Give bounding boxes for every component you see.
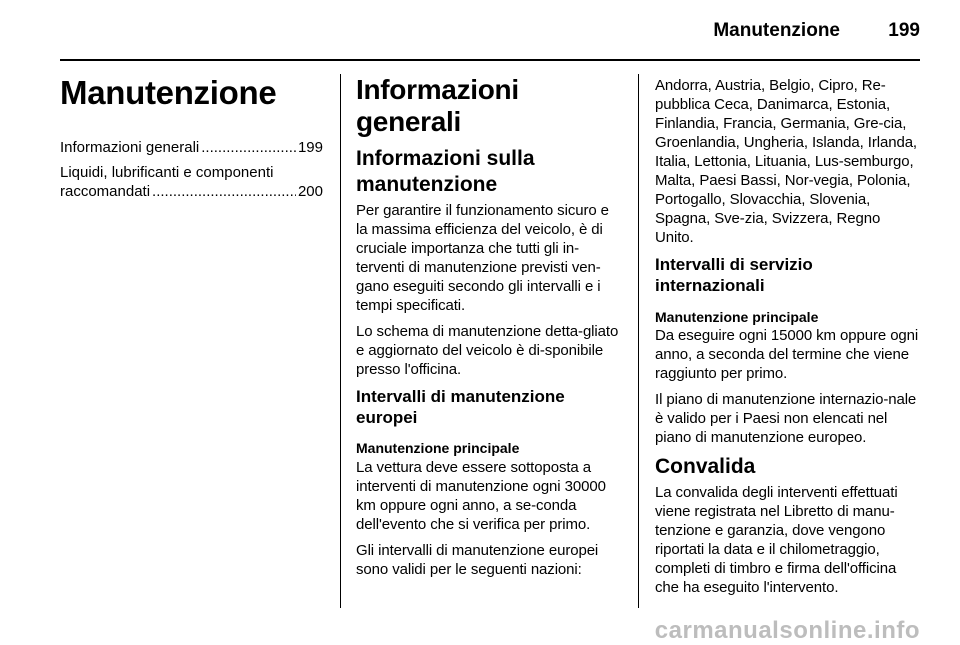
toc-entry-label: Informazioni generali <box>60 138 200 156</box>
subsection-heading: Convalida <box>655 455 756 478</box>
column-divider-1 <box>340 74 341 608</box>
paragraph: Il piano di manutenzione internazio-nale è valido per i Paesi non elencati nel piano di manutenzione europeo. <box>655 391 917 446</box>
running-title: Manutenzione <box>713 20 840 41</box>
column-divider-2 <box>638 74 639 608</box>
subsection-heading: Intervalli di manutenzione europei <box>356 386 565 427</box>
content-column-2 <box>655 64 921 604</box>
content-column-1 <box>356 64 624 586</box>
toc-leader-dots <box>201 138 296 157</box>
chapter-title: Manutenzione <box>60 74 277 111</box>
toc-entry-informazioni-generali[interactable] <box>60 138 323 157</box>
watermark: carmanualsonline.info <box>654 617 920 644</box>
section-title: Informazioni generali <box>356 74 519 138</box>
paragraph: Da eseguire ogni 15000 km oppure ogni anno, a seconda del termine che viene raggiunto per primo. <box>655 327 919 382</box>
toc-entry-label: Liquidi, lubrificanti e componenti <box>60 163 274 181</box>
toc-entry-liquidi[interactable] <box>60 163 323 201</box>
minor-heading: Manutenzione principale <box>356 440 520 457</box>
subsection-heading: Intervalli di servizio internazionali <box>655 255 813 296</box>
toc-entry-page: 200 <box>297 182 323 200</box>
paragraph: Gli intervalli di manutenzione europei sono validi per le seguenti nazioni: <box>356 541 599 578</box>
page-number: 199 <box>888 20 920 41</box>
header-divider <box>60 59 920 61</box>
page-header <box>60 0 920 58</box>
country-list: Andorra, Austria, Belgio, Cipro, Re-pubblica Ceca, Danimarca, Estonia, Finlandia, Francia, Germania, Gre-cia, Groenlandia, Ungheria, Islanda, Irlanda, Italia, Lettonia, Lituania, Lus-semburgo, Malta, Paesi Bassi, Nor-vegia, Polonia, Portogallo, Slovacchia, Slovenia, Spagna, Sve-zia, Svizzera, Regno Unito. <box>655 77 918 246</box>
minor-heading: Manutenzione principale <box>655 308 819 325</box>
paragraph: La vettura deve essere sottoposta a interventi di manutenzione ogni 30000 km oppure ogni anno, a se-conda dell'evento che si verifica per primo. <box>356 458 606 533</box>
toc-entry-label-cont: raccomandati <box>60 182 151 200</box>
paragraph: La convalida degli interventi effettuati viene registrata nel Libretto di manu-tenzione e garanzia, dove vengono riportati la data e il chilometraggio, completi di timbro e firma dell'officina che ha eseguito l'intervento. <box>655 484 898 597</box>
toc-column <box>60 64 323 207</box>
toc-leader-dots <box>152 182 296 201</box>
subsection-heading: Informazioni sulla manutenzione <box>356 147 535 196</box>
paragraph: Lo schema di manutenzione detta-gliato e aggiornato del veicolo è di-sponibile presso l'officina. <box>356 322 619 378</box>
paragraph: Per garantire il funzionamento sicuro e la massima efficienza del veicolo, è di cruciale importanza che tutti gli in-terventi di manutenzione previsti ven-gano eseguiti secondo gli intervalli e i tempi specificati. <box>356 201 609 314</box>
toc-entry-page: 199 <box>297 138 323 156</box>
